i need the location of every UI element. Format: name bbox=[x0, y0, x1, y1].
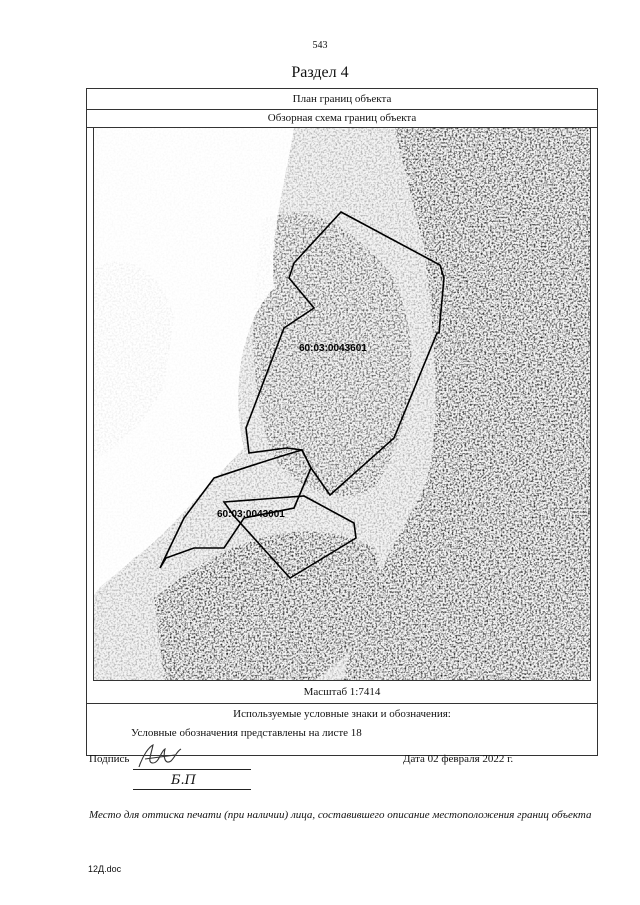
signature-label: Подпись bbox=[89, 753, 130, 765]
date: Дата 02 февраля 2022 г. bbox=[403, 753, 514, 765]
divider bbox=[87, 109, 597, 110]
signature-line bbox=[133, 789, 251, 790]
signature-mark bbox=[135, 741, 185, 771]
signature-initials: Б.П bbox=[171, 773, 197, 788]
plan-title: План границ объекта bbox=[292, 93, 392, 105]
signature-line bbox=[133, 769, 251, 770]
legend-title: Используемые условные знаки и обозначения: bbox=[233, 708, 451, 720]
scale-label: Масштаб 1:7414 bbox=[303, 686, 381, 698]
overview-map bbox=[93, 127, 591, 681]
parcel-label: 60:03:0043001 bbox=[217, 509, 285, 520]
parcel-label: 60:03:0043601 bbox=[299, 343, 367, 354]
page-number: 543 bbox=[312, 40, 328, 51]
legend-note: Условные обозначения представлены на листе 18 bbox=[131, 727, 362, 739]
scheme-title: Обзорная схема границ объекта bbox=[267, 112, 417, 124]
divider bbox=[87, 703, 597, 704]
footer-filename: 12Д.doc bbox=[88, 864, 122, 874]
section-title: Раздел 4 bbox=[291, 64, 349, 81]
document-frame bbox=[86, 88, 598, 821]
stamp-placeholder-text: Место для оттиска печати (при наличии) лица, составившего описание местоположения границ объекта bbox=[89, 809, 592, 821]
